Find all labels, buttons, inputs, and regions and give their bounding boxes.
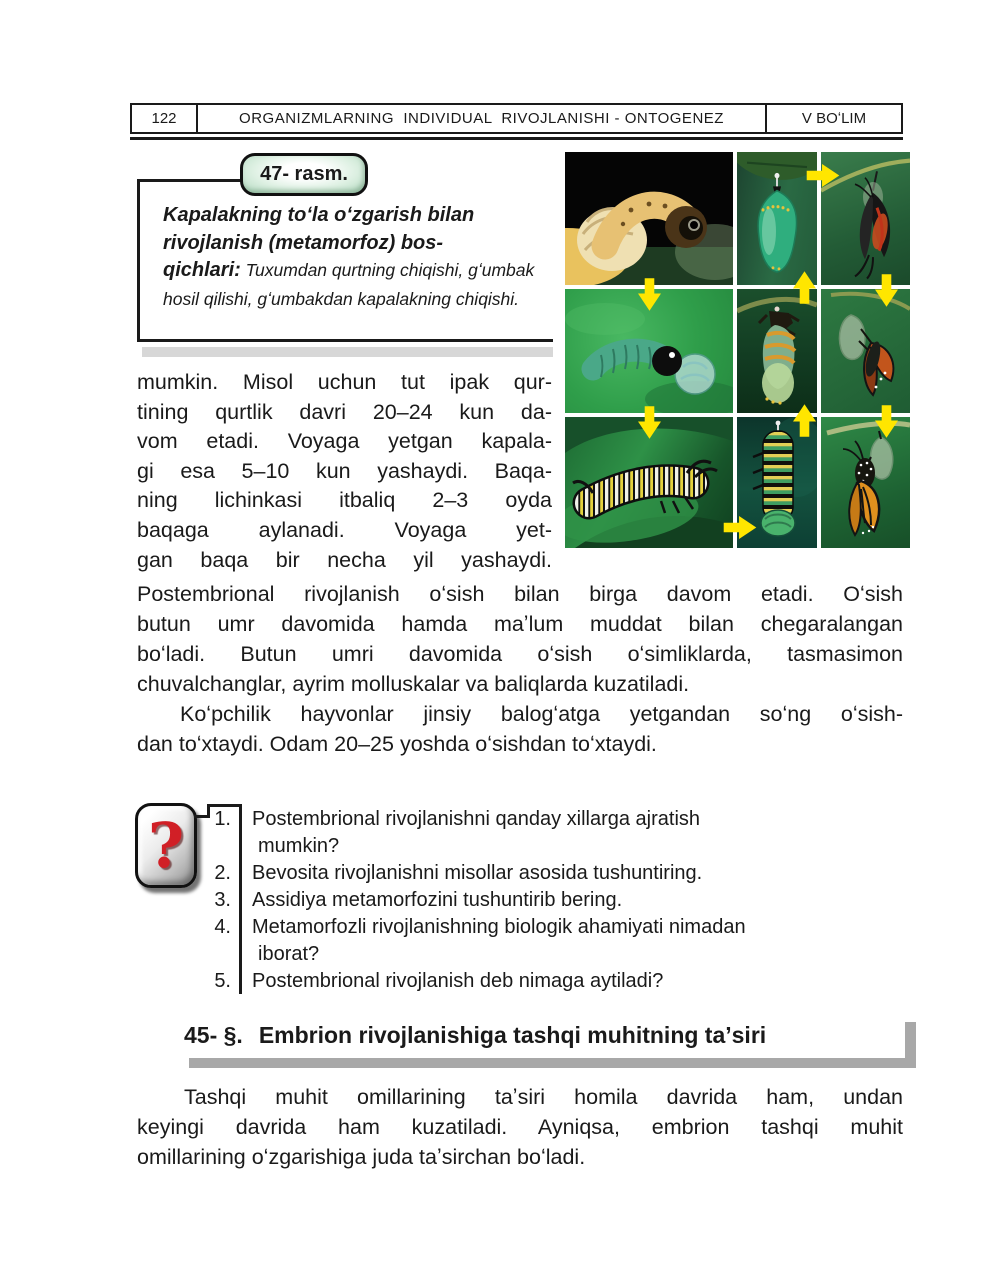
photo-larva-pupating [737,289,817,413]
metamorphosis-photo-grid [565,152,910,548]
question-item [135,887,907,914]
caption-line: Kapalakning toʻla oʻzgarish bilan [163,204,475,226]
flow-arrow-down-icon [875,274,898,307]
text-line: chuvalchanglar, ayrim molluskalar va baliqlarda kuzatiladi. [137,672,690,696]
question-text: Bevosita rivojlanishni misollar asosida tushuntiring. [252,862,703,884]
question-number: 4. [214,916,231,938]
question-text: Metamorfozli rivojlanishning biologik ahamiyati nimadan iborat? [252,916,746,965]
section-heading [178,1012,905,1058]
flow-arrow-right-icon [806,164,840,187]
question-text: Postembrional rivojlanish deb nimaga aytiladi? [252,970,664,992]
question-number: 5. [214,970,231,992]
photo-freeing-from-shell [821,289,910,413]
text-line: Koʻpchilik hayvonlar jinsiy balogʻatga yetgandan soʻng oʻsish- [180,702,903,726]
caption-line: rivojlanish (metamorfoz) bos- [163,231,444,254]
photo-egg-hatching [565,152,733,285]
question-mark-glyph: ? [147,808,185,882]
question-text: Postembrional rivojlanishni qanday xillarga ajratish mumkin? [252,808,701,857]
text-line: gan baqa bir necha yil yashaydi. [137,547,552,572]
question-number: 3. [214,889,231,911]
page-number: 122 [132,105,198,132]
figure-caption [163,202,559,314]
figure-label-pill: 47- rasm. [240,153,368,196]
section-title: Embrion rivojlanishiga tashqi muhitning taʼsiri [258,1021,767,1048]
text-line: mumkin. Misol uchun tut ipak qur- [137,370,552,394]
flow-arrow-down-icon [638,278,661,311]
body-column-text [137,368,552,575]
text-line: tining qurtlik davri 20–24 kun da- [137,399,552,424]
part-label: V BOʻLIM [765,105,901,132]
question-item [135,968,907,995]
text-line: keyingi davrida ham kuzatiladi. Ayniqsa, embrion tashqi muhit [137,1115,903,1139]
section-number: 45- §. [184,1021,243,1048]
text-line: boʻladi. Butun umri davomida oʻsish oʻsimliklarda, tasmasimon [137,642,903,666]
question-number: 2. [214,862,231,884]
page-header [130,103,903,134]
figure-box-shadow [142,347,553,357]
text-line: butun umr davomida hamda maʼlum muddat bilan chegaralangan [137,612,903,636]
text-line: gi esa 5–10 kun yashaydi. Baqa- [137,458,552,483]
flow-arrow-down-icon [875,405,898,438]
header-underline [130,137,903,140]
text-line: baqaga aylanadi. Voyaga yet- [137,517,552,542]
question-item [135,860,907,887]
text-line: Postembrional rivojlanish oʻsish bilan birga davom etadi. Oʻsish [137,582,903,606]
body-paragraph [137,1082,903,1172]
text-line: dan toʻxtaydi. Odam 20–25 yoshda oʻsishdan toʻxtaydi. [137,732,657,756]
body-paragraph [137,699,903,759]
text-line: vom etadi. Voyaga yetgan kapala- [137,429,552,454]
text-line: ning lichinkasi itbaliq 2–3 oyda [137,488,552,513]
flow-arrow-up-icon [793,271,816,304]
figure-box-left-border [137,179,140,342]
photo-green-chrysalis [737,152,817,285]
figure-box-bottom-border [137,339,553,342]
question-number: 1. [214,808,231,830]
question-item [135,914,907,968]
question-text: Assidiya metamorfozini tushuntirib bering. [252,889,623,911]
flow-arrow-right-icon [723,516,757,539]
text-line: Tashqi muhit omillarining taʼsiri homila davrida ham, undan [184,1085,903,1109]
body-paragraph [137,579,903,699]
question-item [135,806,907,860]
figure-box-top-border [137,179,243,182]
flow-arrow-up-icon [793,404,816,437]
chapter-title: ORGANIZMLARNING INDIVIDUAL RIVOJLANISHI - ONTOGENEZ [239,110,724,127]
caption-line: qichlari: Tuxumdan qurtning chiqishi, gʻumbak hosil qilishi, gʻumbakdan kapalakning chiqishi. [163,259,535,309]
questions-list [135,806,907,995]
questions-block [135,800,907,1000]
text-line: omillarining oʻzgarishiga juda taʼsirchan boʻladi. [137,1145,586,1169]
flow-arrow-down-icon [638,406,661,439]
